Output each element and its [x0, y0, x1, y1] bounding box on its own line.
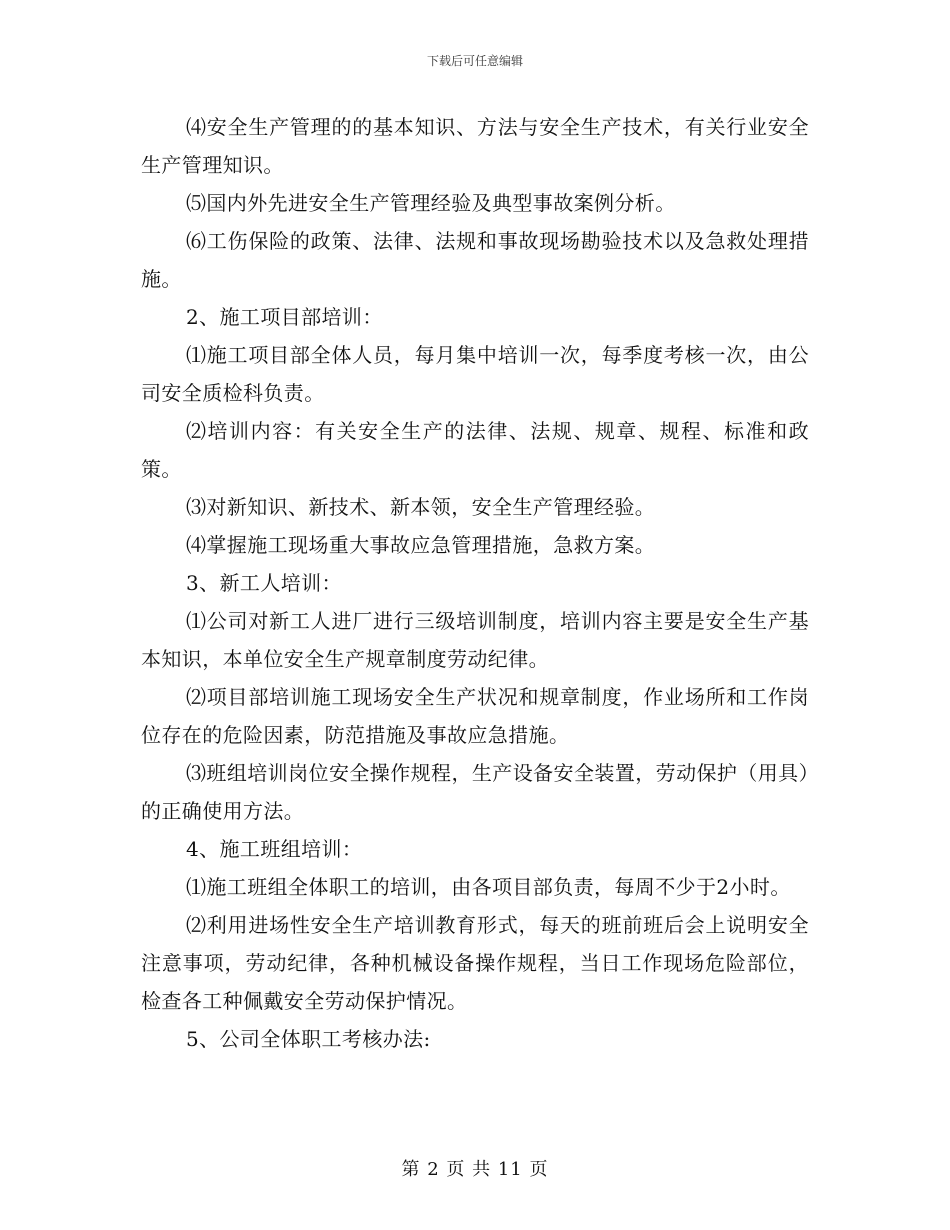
section-heading: 4、施工班组培训： — [186, 837, 363, 861]
paragraph: ⑸国内外先进安全生产管理经验及典型事故案例分析。 — [186, 191, 676, 215]
paragraph: ⑵项目部培训施工现场安全生产状况和规章制度，作业场所和工作岗位存在的危险因素，防范措施及事故应急措施。 — [141, 685, 809, 747]
paragraph: ⑵利用进场性安全生产培训教育形式，每天的班前班后会上说明安全注意事项，劳动纪律，各种机械设备操作规程，当日工作现场危险部位，检查各工种佩戴安全劳动保护情况。 — [141, 913, 809, 1013]
paragraph: ⑷掌握施工现场重大事故应急管理措施，急救方案。 — [186, 533, 656, 557]
section-heading: 3、新工人培训： — [186, 571, 342, 595]
paragraph: ⑷安全生产管理的的基本知识、方法与安全生产技术，有关行业安全生产管理知识。 — [141, 115, 809, 177]
paragraph: ⑴施工项目部全体人员，每月集中培训一次，每季度考核一次，由公司安全质检科负责。 — [141, 343, 809, 405]
paragraph: ⑶班组培训岗位安全操作规程，生产设备安全装置，劳动保护（用具）的正确使用方法。 — [141, 761, 809, 823]
paragraph: ⑹工伤保险的政策、法律、法规和事故现场勘验技术以及急救处理措施。 — [141, 229, 809, 291]
paragraph: ⑴公司对新工人进厂进行三级培训制度，培训内容主要是安全生产基本知识，本单位安全生产规章制度劳动纪律。 — [141, 609, 809, 671]
paragraph: ⑵培训内容：有关安全生产的法律、法规、规章、规程、标准和政策。 — [141, 419, 809, 481]
section-heading: 5、公司全体职工考核办法: — [186, 1027, 431, 1051]
document-body — [141, 108, 809, 1058]
section-heading: 2、施工项目部培训： — [186, 305, 383, 329]
paragraph: ⑴施工班组全体职工的培训，由各项目部负责，每周不少于2小时。 — [186, 875, 791, 899]
page-header: 下载后可任意编辑 — [426, 54, 523, 68]
page-number-footer: 第 2 页 共 11 页 — [401, 1159, 549, 1180]
paragraph: ⑶对新知识、新技术、新本领，安全生产管理经验。 — [186, 495, 656, 519]
